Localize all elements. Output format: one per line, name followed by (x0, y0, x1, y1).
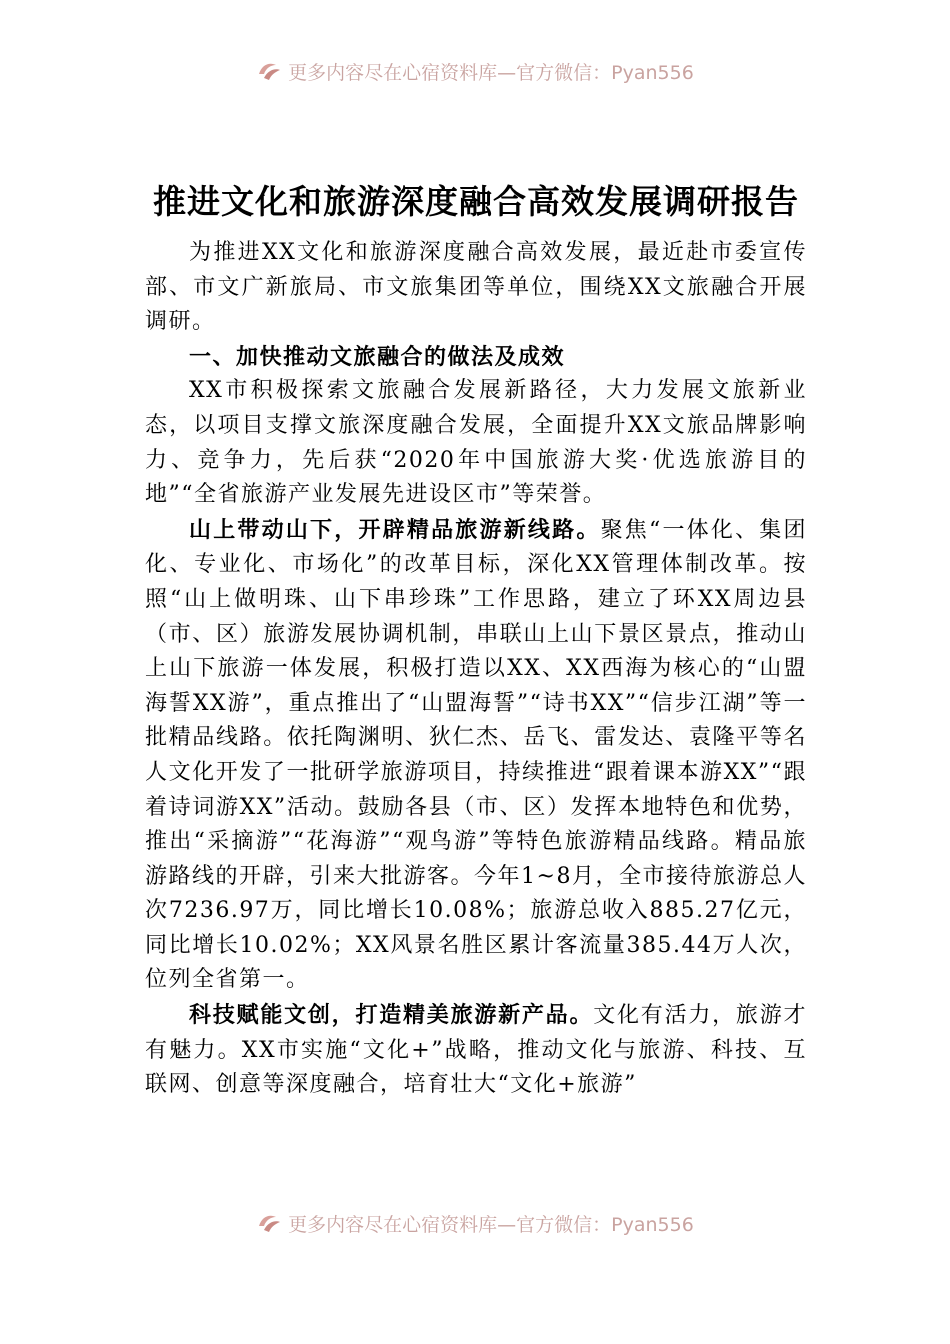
watermark-bottom (0, 1206, 950, 1240)
document-title: 推进文化和旅游深度融合高效发展调研报告 (153, 182, 799, 221)
watermark-top (0, 54, 950, 88)
point-two-paragraph (145, 998, 807, 1103)
point-one-lead: 山上带动山下，开辟精品旅游新线路。 (189, 516, 601, 543)
intro-paragraph: 为推进XX文化和旅游深度融合高效发展，最近赴市委宣传部、市文广新旅局、市文旅集团等单位，围绕XX文旅融合开展调研。 (145, 240, 807, 335)
section-heading: 一、加快推动文旅融合的做法及成效 (189, 343, 566, 370)
point-one-body: 聚焦“一体化、集团化、专业化、市场化”的改革目标，深化XX管理体制改革。按照“山上做明珠、山下串珍珠”工作思路，建立了环XX周边县（市、区）旅游发展协调机制，串联山上山下景区景点，推动山上山下旅游一体发展，积极打造以XX、XX西海为核心的“山盟海誓XX游”，重点推出了“山盟海誓”“诗书XX”“信步江湖”等一批精品线路。依托陶渊明、狄仁杰、岳飞、雷发达、袁隆平等名人文化开发了一批研学旅游项目，持续推进“跟着课本游XX”“跟着诗词游XX”活动。鼓励各县（市、区）发挥本地特色和优势，推出“采摘游”“花海游”“观鸟游”等特色旅游精品线路。精品旅游路线的开辟，引来大批游客。今年1~8月，全市接待旅游总人次7236.97万，同比增长10.08%；旅游总收入885.27亿元，同比增长10.02%；XX风景名胜区累计客流量385.44万人次，位列全省第一。 (145, 517, 807, 993)
watermark-text: 更多内容尽在心宿资料库—官方微信：Pyan556 (288, 61, 694, 84)
watermark-logo-icon (256, 60, 282, 82)
point-two-body: 文化有活力，旅游才有魅力。XX市实施“文化+”战略，推动文化与旅游、科技、互联网、创意等深度融合，培育壮大“文化+旅游” (145, 1003, 807, 1098)
point-one-paragraph (145, 513, 807, 998)
section-intro-paragraph: XX市积极探索文旅融合发展新路径，大力发展文旅新业态，以项目支撑文旅深度融合发展，全面提升XX文旅品牌影响力、竞争力，先后获“2020年中国旅游大奖·优选旅游目的地”“全省旅游产业发展先进设区市”等荣誉。 (145, 378, 807, 508)
point-two-lead: 科技赋能文创，打造精美旅游新产品。 (189, 1002, 594, 1029)
watermark-logo-icon (256, 1212, 282, 1234)
watermark-text: 更多内容尽在心宿资料库—官方微信：Pyan556 (288, 1213, 694, 1236)
document-body (145, 168, 807, 1103)
